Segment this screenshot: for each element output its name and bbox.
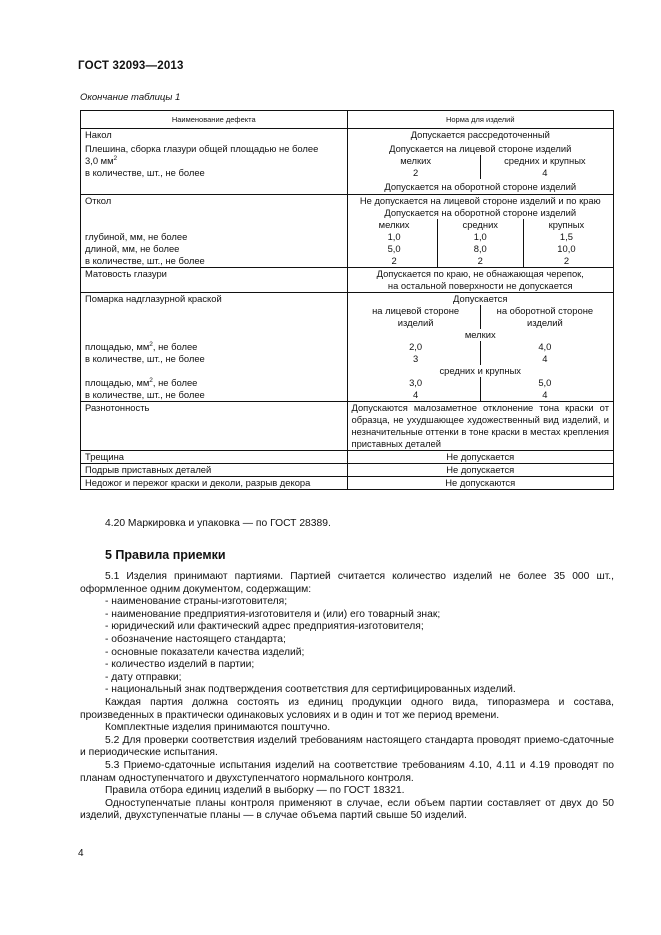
norm-cell — [347, 451, 614, 464]
norm-pleshina-front: Допускается на лицевой стороне изделий — [389, 143, 572, 154]
paragraph: Комплектные изделия принимаются поштучно. — [105, 722, 331, 734]
norm-cell — [347, 195, 614, 268]
table-row — [81, 477, 614, 490]
pomarka-ml-area-label — [85, 377, 343, 389]
paragraph: 5.1 Изделия принимают партиями. Партией считается количество изделий не более 35 000 шт., оформленное одним документом, содержащим: — [80, 571, 614, 595]
defects-table — [80, 110, 614, 490]
pleshina-count-label: в количестве, шт., не более — [85, 167, 205, 178]
otkol-value: 2 — [563, 255, 570, 266]
norm-cell — [347, 129, 614, 195]
defect-name-treshchina: Трещина — [85, 451, 124, 462]
norm-cell — [347, 268, 614, 293]
paragraph: 5.3 Приемо-сдаточные испытания изделий на соответствие требованиям 4.10, 4.11 и 4.19 проводят по планам одноступенчатого и двухступенчатого нормального контроля. — [80, 759, 614, 784]
pomarka-small-area-label — [85, 341, 343, 353]
otkol-depth-label: глубиной, мм, не более — [85, 231, 188, 242]
pomarka-value: 5,0 — [538, 377, 552, 388]
pomarka-value: 4,0 — [538, 341, 552, 352]
defect-name-podryv: Подрыв приставных деталей — [85, 464, 212, 475]
pomarka-front-l1: на лицевой стороне — [372, 305, 460, 316]
list-item: - количество изделий в партии; — [105, 659, 255, 671]
pomarka-area-suffix: , не более — [152, 341, 198, 352]
pomarka-value: 2,0 — [409, 341, 423, 352]
pleshina-ml-value: 4 — [542, 167, 548, 178]
pomarka-value: 4 — [542, 389, 548, 400]
otkol-value: 1,5 — [559, 231, 573, 242]
defect-name-pomarka: Помарка надглазурной краской — [85, 293, 222, 304]
paragraph: Одноступенчатые планы контроля применяют в случае, если объем партии составляет от двух до 50 изделий, двухступенчатые планы — в случае объема партий свыше 50 изделий. — [80, 797, 614, 822]
pleshina-area-sup: 2 — [113, 155, 118, 162]
pomarka-value: 4 — [413, 389, 419, 400]
pomarka-front-l2: изделий — [397, 317, 434, 328]
paragraph: Каждая партия должна состоять из единиц продукции одного вида, типоразмера и состава, произведенных в практически одинаковых условиях и в один и тот же период времени. — [80, 696, 614, 721]
pleshina-area-text: 3,0 мм — [85, 155, 114, 166]
norm-nakol: Допускается рассредоточенный — [410, 129, 550, 140]
list-item: - дату отправки; — [105, 671, 182, 683]
pleshina-ml-head: средних и крупных — [504, 155, 586, 166]
section-title: 5 Правила приемки — [105, 548, 226, 562]
table-row — [81, 402, 614, 451]
clause-4-20 — [80, 518, 614, 531]
paragraph: 5.2 Для проверки соответствия изделий требованиям настоящего стандарта проводят приемо-сдаточные и периодические испытания. — [80, 734, 614, 759]
pomarka-ml-head: средних и крупных — [439, 365, 521, 376]
table-row — [81, 129, 614, 195]
defect-name-pleshina: Плешина, сборка глазури общей площадью не более — [85, 143, 319, 154]
standard-header: ГОСТ 32093—2013 — [78, 60, 184, 72]
pleshina-small-value: 2 — [413, 167, 419, 178]
otkol-count-label: в количестве, шт., не более — [85, 255, 205, 266]
norm-matovost-l2: на остальной поверхности не допускается — [387, 280, 573, 291]
norm-pleshina-back: Допускается на оборотной стороне изделий — [384, 181, 577, 192]
defect-name-nedozhog: Недожог и пережог краски и деколи, разрыв декора — [85, 477, 311, 488]
defect-cell — [81, 293, 348, 402]
list-item: - юридический или фактический адрес предприятия-изготовителя; — [105, 621, 424, 633]
norm-podryv: Не допускается — [446, 464, 515, 475]
otkol-value: 1,0 — [473, 231, 487, 242]
table-row — [81, 268, 614, 293]
defect-cell — [81, 477, 348, 490]
defect-cell — [81, 129, 348, 195]
defect-name-raznotonnost: Разнотонность — [85, 402, 150, 413]
pomarka-ml-count-label: в количестве, шт., не более — [85, 389, 205, 400]
pomarka-value: 3 — [413, 353, 419, 364]
defect-name-matovost: Матовость глазури — [85, 268, 167, 279]
otkol-value: 5,0 — [387, 243, 401, 254]
section-body — [80, 571, 614, 823]
clause-4-20-text: 4.20 Маркировка и упаковка — по ГОСТ 28389. — [105, 518, 331, 529]
defect-cell — [81, 268, 348, 293]
otkol-large-head: крупных — [548, 219, 585, 230]
paragraph: Правила отбора единиц изделий в выборку — по ГОСТ 18321. — [105, 785, 405, 797]
norm-cell — [347, 477, 614, 490]
col-header-defect: Наименование дефекта — [81, 111, 348, 129]
pomarka-area-sup: 2 — [149, 377, 153, 384]
pleshina-small-head: мелких — [400, 155, 432, 166]
table-row — [81, 195, 614, 268]
otkol-subcols — [352, 219, 610, 267]
norm-pomarka: Допускается — [453, 293, 508, 304]
otkol-value: 10,0 — [557, 243, 576, 254]
pleshina-area — [85, 155, 343, 167]
defect-cell — [81, 195, 348, 268]
otkol-medium-head: средних — [462, 219, 498, 230]
table-row — [81, 451, 614, 464]
list-item: - наименование предприятия-изготовителя и (или) его товарный знак; — [105, 608, 441, 620]
defect-cell — [81, 402, 348, 451]
pomarka-small-head: мелких — [464, 329, 496, 340]
norm-treshchina: Не допускается — [446, 451, 515, 462]
norm-nedozhog: Не допускаются — [445, 477, 516, 488]
pomarka-area-prefix: площадью, мм — [85, 377, 150, 388]
list-item: - наименование страны-изготовителя; — [105, 596, 288, 608]
pomarka-small-values — [352, 341, 610, 365]
defect-name-otkol: Откол — [85, 195, 112, 206]
list-item: - национальный знак подтверждения соответствия для сертифицированных изделий. — [105, 684, 516, 696]
page-number: 4 — [78, 848, 84, 859]
defect-name-nakol: Накол — [85, 129, 112, 140]
col-header-norm: Норма для изделий — [347, 111, 614, 129]
pomarka-small-count-label: в количестве, шт., не более — [85, 353, 205, 364]
otkol-value: 1,0 — [387, 231, 401, 242]
table-row — [81, 464, 614, 477]
pomarka-back-l1: на оборотной стороне — [496, 305, 594, 316]
otkol-value: 2 — [391, 255, 397, 266]
norm-cell — [347, 293, 614, 402]
pomarka-value: 3,0 — [409, 377, 423, 388]
pomarka-ml-values — [352, 377, 610, 401]
defect-cell — [81, 451, 348, 464]
list-item: - обозначение настоящего стандарта; — [105, 633, 286, 645]
otkol-length-label: длиной, мм, не более — [85, 243, 180, 254]
pomarka-back-l2: изделий — [527, 317, 563, 328]
list-item: - основные показатели качества изделий; — [105, 646, 305, 658]
pleshina-subcols — [352, 155, 610, 179]
pomarka-area-suffix: , не более — [152, 377, 198, 388]
norm-otkol-l2: Допускается на оборотной стороне изделий — [384, 207, 577, 218]
table-row — [81, 293, 614, 402]
table-caption: Окончание таблицы 1 — [80, 92, 181, 103]
defect-cell — [81, 464, 348, 477]
norm-cell — [347, 402, 614, 451]
table-header-row — [81, 111, 614, 129]
norm-otkol-l1: Не допускается на лицевой стороне изделий и по краю — [359, 195, 601, 206]
pomarka-side-cols — [352, 305, 610, 329]
norm-cell — [347, 464, 614, 477]
otkol-value: 8,0 — [473, 243, 487, 254]
norm-matovost-l1: Допускается по краю, не обнажающая черепок, — [376, 268, 584, 279]
pomarka-area-prefix: площадью, мм — [85, 341, 150, 352]
otkol-small-head: мелких — [378, 219, 410, 230]
pomarka-value: 4 — [542, 353, 548, 364]
norm-raznotonnost: Допускаются малозаметное отклонение тона краски от образца, не ухудшающее художественный вид изделий, и незначительные оттенки в тоне краски в местах крепления приставных деталей — [351, 402, 609, 449]
otkol-value: 2 — [477, 255, 483, 266]
pomarka-area-sup: 2 — [149, 341, 153, 348]
